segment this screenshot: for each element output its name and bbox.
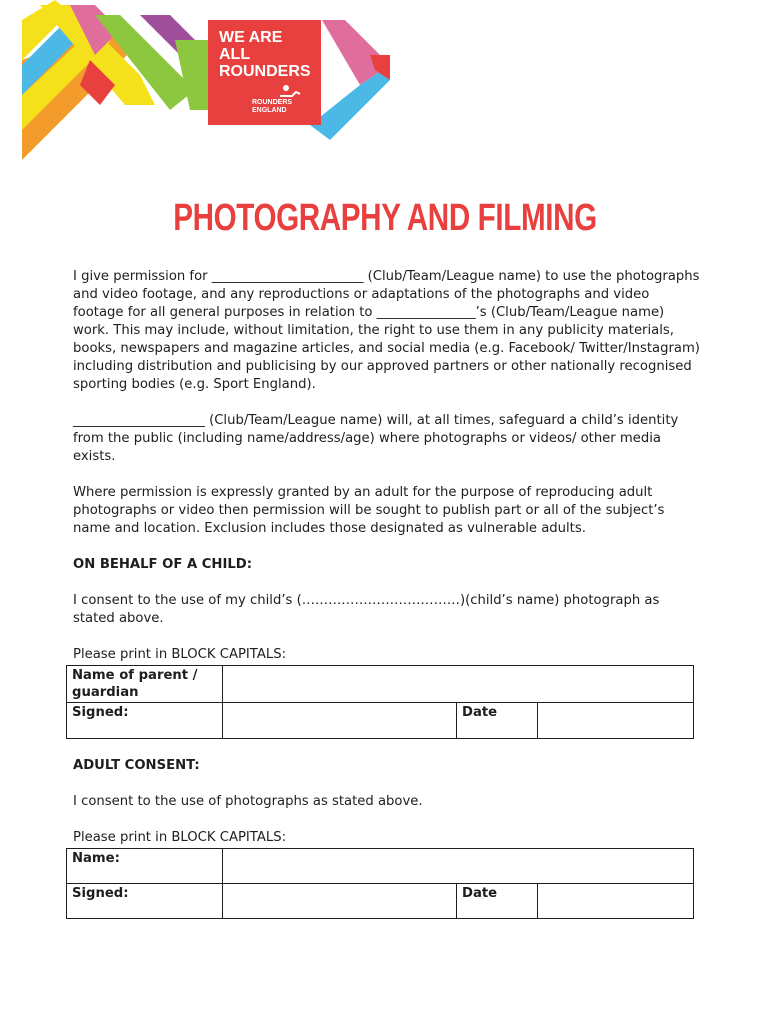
parent-name-label: Name of parent / guardian	[67, 666, 223, 703]
child-signature-field[interactable]	[223, 703, 457, 739]
adult-print-label: Please print in BLOCK CAPITALS:	[73, 830, 287, 845]
logo-line2: ALL	[219, 46, 251, 63]
adult-name-field[interactable]	[223, 849, 694, 884]
parent-name-field[interactable]	[223, 666, 694, 703]
page-title: PHOTOGRAPHY AND FILMING	[173, 197, 597, 239]
safeguard-paragraph: ____________________ (Club/Team/League name) will, at all times, safeguard a child’s identity from the public (including name/address/age) where photographs or videos/ other media exists.	[73, 413, 679, 464]
child-consent-text: I consent to the use of my child’s (………………………………)(child’s name) photograph as stated above.	[73, 593, 660, 626]
adult-consent-text: I consent to the use of photographs as stated above.	[73, 794, 423, 809]
banner-graphic	[0, 0, 420, 175]
adult-section-heading: ADULT CONSENT:	[73, 758, 200, 773]
document-body	[73, 268, 703, 919]
child-date-field[interactable]	[538, 703, 694, 739]
adult-date-label: Date	[457, 884, 538, 919]
child-date-label: Date	[457, 703, 538, 739]
child-print-label: Please print in BLOCK CAPITALS:	[73, 647, 287, 662]
adult-signed-label: Signed:	[67, 884, 223, 919]
child-consent-form	[66, 665, 694, 739]
adult-permission-paragraph: Where permission is expressly granted by an adult for the purpose of reproducing adult photographs or video then permission will be sought to publish part or all of the subject’s name and location. Exclusion includes those designated as vulnerable adults.	[73, 485, 665, 536]
player-icon	[283, 85, 289, 91]
logo-sub2: ENGLAND	[252, 107, 287, 114]
adult-name-label: Name:	[67, 849, 223, 884]
adult-date-field[interactable]	[538, 884, 694, 919]
child-section-heading: ON BEHALF OF A CHILD:	[73, 557, 252, 572]
logo-line3: ROUNDERS	[219, 63, 311, 80]
child-signed-label: Signed:	[67, 703, 223, 739]
adult-signature-field[interactable]	[223, 884, 457, 919]
logo-line1: WE ARE	[219, 29, 283, 46]
permission-paragraph: I give permission for _______________________ (Club/Team/League name) to use the photographs and video footage, and any reproductions or adaptations of the photographs and video footage for all general purposes in relation to _______________’s (Club/Team/League name) work. This may include, without limitation, the right to use them in any publicity materials, books, newspapers and magazine articles, and social media (e.g. Facebook/ Twitter/Instagram) including distribution and publicising by our approved partners or other nationally recognised sporting bodies (e.g. Sport England).	[73, 269, 700, 392]
logo-sub1: ROUNDERS	[252, 99, 293, 106]
adult-consent-form	[66, 848, 694, 919]
